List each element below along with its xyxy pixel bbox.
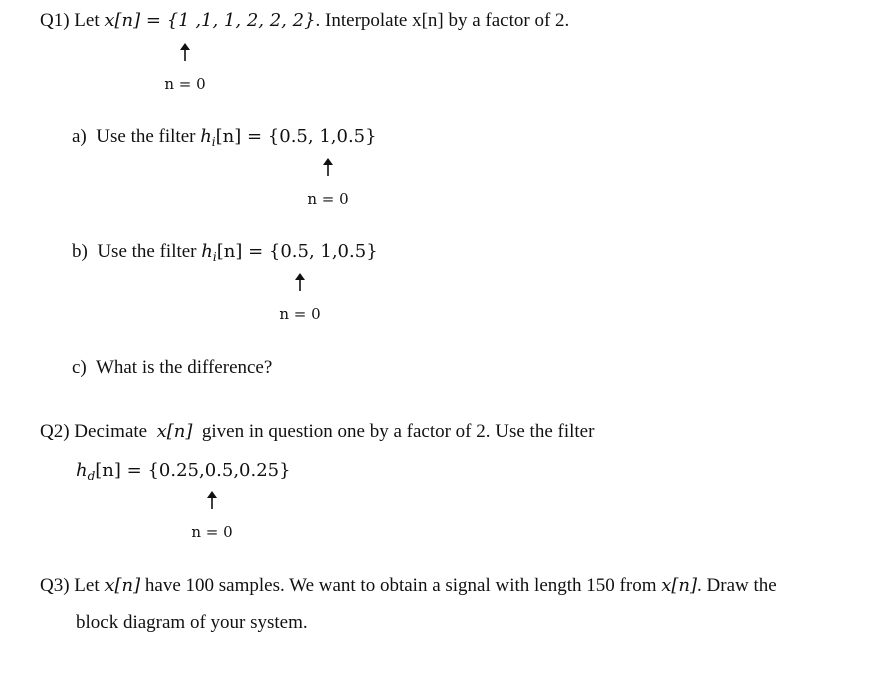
q1-origin-marker [155,43,215,95]
q1b-origin-label: n = 0 [279,305,321,323]
q2-filter: $h_d[n] = \{0.25,0.5,0.25\}$ [76,460,291,483]
q1b-filter: $h_i[n] = \{0.5$, 1,0.5} [201,241,378,264]
q1-line [40,10,569,32]
q1c-label: c) [72,357,87,378]
q2-origin-marker [182,491,242,543]
q1a-text: Use the filter [96,126,196,147]
up-arrow-icon [322,158,334,176]
q3-label: Q3) Let [40,575,100,596]
q1a-label: a) [72,126,87,147]
q1-origin-label: n = 0 [164,75,206,93]
q3-text-2: block diagram of your system. [76,612,308,633]
q1a-line [72,126,377,153]
q3-line-1 [40,575,777,597]
q3-signal: x[n] [104,575,141,596]
up-arrow-icon [179,43,191,61]
q1-task: . Interpolate x[n] by a factor of 2. [315,10,570,31]
q3-signal-2: x[n] [661,575,698,596]
up-arrow-icon [294,273,306,291]
q1a-origin-marker [298,158,358,210]
q1b-line [72,241,378,268]
q1b-label: b) [72,241,88,262]
q2-task: given in question one by a factor of 2. Use the filter [201,421,595,442]
q2-signal: x[n] [156,421,193,442]
q1c-line [72,357,272,379]
q1b-text: Use the filter [97,241,197,262]
q2-label: Q2) Decimate [40,421,148,442]
q2-origin-label: n = 0 [191,523,233,541]
q1-signal: x[n] = {1 ,1, 1, 2, 2, 2} [104,10,316,31]
q1a-origin-label: n = 0 [307,190,349,208]
q3-text-end: . Draw the [697,575,777,596]
q2-filter-line [76,460,291,487]
q2-line [40,421,594,443]
q1-label: Q1) Let [40,10,100,31]
q1a-filter: $h_i[n] = \{0.5$, 1,0.5} [200,126,377,149]
up-arrow-icon [206,491,218,509]
q3-line-2 [76,612,308,634]
q1c-text: What is the difference? [95,357,273,378]
q3-text: have 100 samples. We want to obtain a signal with length 150 from [144,575,657,596]
q1b-origin-marker [270,273,330,325]
